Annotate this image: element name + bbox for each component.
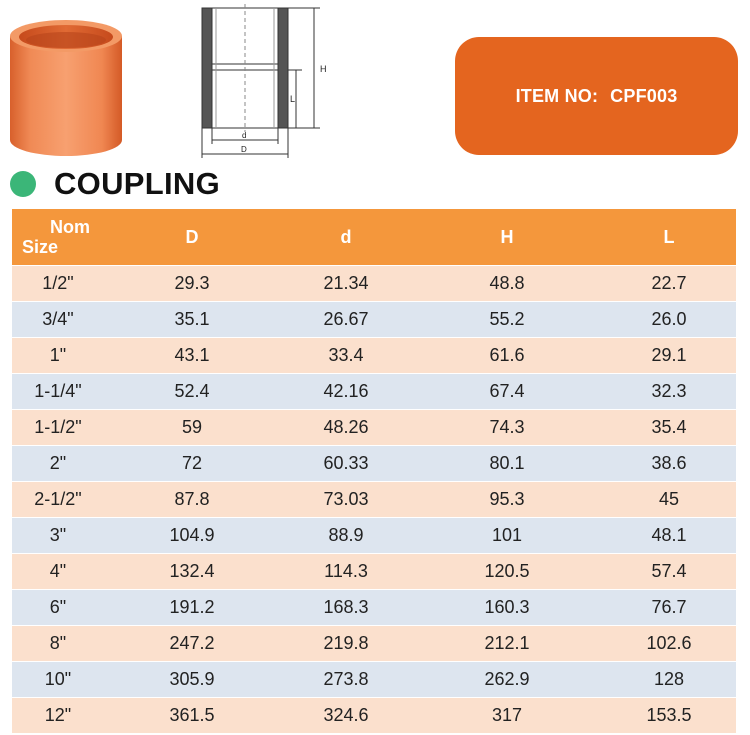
table-row: [12, 554, 736, 590]
cell-inner-diameter: 273.8: [280, 662, 412, 698]
cell-inner-diameter: 21.34: [280, 266, 412, 302]
cell-socket-length: 26.0: [602, 302, 736, 338]
dim-d-large-label: D: [241, 145, 247, 154]
cell-socket-length: 35.4: [602, 410, 736, 446]
cell-inner-diameter: 73.03: [280, 482, 412, 518]
cell-outer-diameter: 132.4: [104, 554, 280, 590]
cell-nom-size: 1": [12, 338, 104, 374]
cell-socket-length: 128: [602, 662, 736, 698]
cell-nom-size: 1-1/4": [12, 374, 104, 410]
cell-inner-diameter: 168.3: [280, 590, 412, 626]
coupling-photo: [6, 14, 126, 158]
cell-inner-diameter: 60.33: [280, 446, 412, 482]
table-row: [12, 446, 736, 482]
cell-nom-size: 6": [12, 590, 104, 626]
cell-outer-diameter: 29.3: [104, 266, 280, 302]
cell-height: 55.2: [412, 302, 602, 338]
table-row: [12, 338, 736, 374]
header-nom-line1: Nom: [50, 217, 90, 237]
cell-socket-length: 45: [602, 482, 736, 518]
cell-outer-diameter: 59: [104, 410, 280, 446]
cell-nom-size: 10": [12, 662, 104, 698]
dim-l-label: L: [290, 94, 296, 104]
cell-height: 61.6: [412, 338, 602, 374]
cell-socket-length: 48.1: [602, 518, 736, 554]
dimension-table: [12, 209, 736, 733]
cell-nom-size: 2-1/2": [12, 482, 104, 518]
cell-inner-diameter: 26.67: [280, 302, 412, 338]
cell-height: 48.8: [412, 266, 602, 302]
header-nom-size: [12, 209, 104, 266]
table-row: [12, 410, 736, 446]
cell-nom-size: 3": [12, 518, 104, 554]
cell-inner-diameter: 324.6: [280, 698, 412, 734]
header-socket-length: L: [602, 209, 736, 266]
cell-socket-length: 38.6: [602, 446, 736, 482]
header-nom-line2: Size: [22, 237, 59, 257]
table-row: [12, 590, 736, 626]
table-row: [12, 626, 736, 662]
cell-socket-length: 153.5: [602, 698, 736, 734]
table-row: [12, 698, 736, 734]
cell-inner-diameter: 219.8: [280, 626, 412, 662]
cell-outer-diameter: 104.9: [104, 518, 280, 554]
product-title: COUPLING: [54, 166, 221, 201]
cell-height: 212.1: [412, 626, 602, 662]
dim-h-label: H: [320, 64, 327, 74]
table-row: [12, 374, 736, 410]
cell-nom-size: 3/4": [12, 302, 104, 338]
table-header-row: [12, 209, 736, 266]
cell-outer-diameter: 191.2: [104, 590, 280, 626]
cell-inner-diameter: 88.9: [280, 518, 412, 554]
cell-inner-diameter: 48.26: [280, 410, 412, 446]
cell-height: 262.9: [412, 662, 602, 698]
header-outer-diameter: D: [104, 209, 280, 266]
cell-outer-diameter: 361.5: [104, 698, 280, 734]
cell-height: 74.3: [412, 410, 602, 446]
cell-outer-diameter: 87.8: [104, 482, 280, 518]
cell-outer-diameter: 305.9: [104, 662, 280, 698]
cell-socket-length: 22.7: [602, 266, 736, 302]
cell-nom-size: 8": [12, 626, 104, 662]
cell-socket-length: 57.4: [602, 554, 736, 590]
bullet-dot-icon: [10, 171, 36, 197]
cell-height: 95.3: [412, 482, 602, 518]
dim-d-small-label: d: [242, 131, 247, 140]
cell-height: 67.4: [412, 374, 602, 410]
cell-nom-size: 2": [12, 446, 104, 482]
coupling-dimension-drawing: [190, 4, 340, 162]
table-row: [12, 266, 736, 302]
cell-nom-size: 4": [12, 554, 104, 590]
cell-nom-size: 1-1/2": [12, 410, 104, 446]
cell-outer-diameter: 72: [104, 446, 280, 482]
table-row: [12, 518, 736, 554]
item-number-code: CPF003: [610, 85, 678, 106]
cell-height: 101: [412, 518, 602, 554]
cell-socket-length: 76.7: [602, 590, 736, 626]
header-height: H: [412, 209, 602, 266]
product-title-row: [10, 164, 220, 204]
header-inner-diameter: d: [280, 209, 412, 266]
item-number-badge: [455, 37, 738, 155]
cell-socket-length: 102.6: [602, 626, 736, 662]
cell-outer-diameter: 52.4: [104, 374, 280, 410]
cell-inner-diameter: 33.4: [280, 338, 412, 374]
cell-outer-diameter: 43.1: [104, 338, 280, 374]
cell-height: 80.1: [412, 446, 602, 482]
table-row: [12, 482, 736, 518]
cell-height: 120.5: [412, 554, 602, 590]
cell-outer-diameter: 35.1: [104, 302, 280, 338]
cell-nom-size: 12": [12, 698, 104, 734]
cell-height: 160.3: [412, 590, 602, 626]
cell-outer-diameter: 247.2: [104, 626, 280, 662]
cell-nom-size: 1/2": [12, 266, 104, 302]
cell-inner-diameter: 42.16: [280, 374, 412, 410]
cell-height: 317: [412, 698, 602, 734]
cell-socket-length: 29.1: [602, 338, 736, 374]
cell-socket-length: 32.3: [602, 374, 736, 410]
table-row: [12, 662, 736, 698]
table-row: [12, 302, 736, 338]
cell-inner-diameter: 114.3: [280, 554, 412, 590]
item-number-label: ITEM NO:: [515, 85, 599, 106]
